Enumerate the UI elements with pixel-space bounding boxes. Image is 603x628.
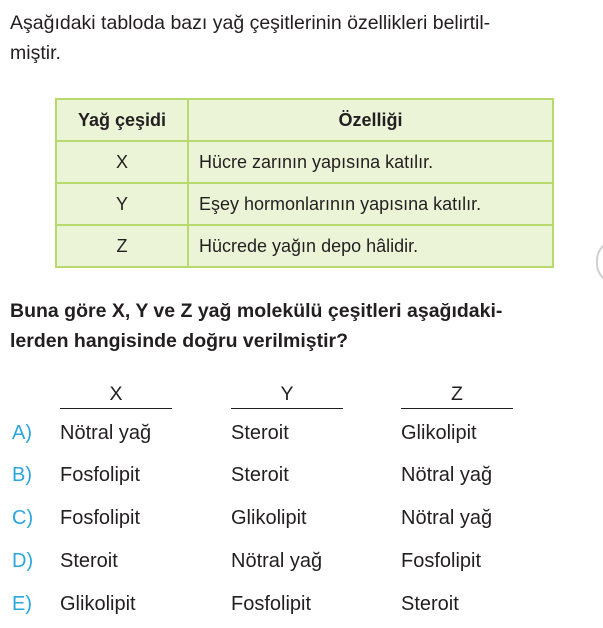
option-x-value: Glikolipit xyxy=(60,593,136,615)
option-letter: D) xyxy=(12,550,34,572)
option-y-value: Steroit xyxy=(231,464,289,486)
option-y-value: Steroit xyxy=(231,422,289,444)
option-letter: B) xyxy=(12,464,32,486)
option-b[interactable] xyxy=(0,460,603,490)
option-x-value: Steroit xyxy=(60,550,118,572)
option-y-value: Glikolipit xyxy=(231,507,307,529)
intro-line-2: miştir. xyxy=(10,42,61,64)
option-z-value: Nötral yağ xyxy=(401,464,493,486)
question-intro xyxy=(10,8,600,68)
option-x-value: Nötral yağ xyxy=(60,422,152,444)
fat-type-cell: Y xyxy=(56,183,188,225)
option-e[interactable] xyxy=(0,589,603,619)
option-y-value: Nötral yağ xyxy=(231,550,323,572)
property-cell: Hücrede yağın depo hâlidir. xyxy=(188,225,553,267)
intro-line-1: Aşağıdaki tabloda bazı yağ çeşitlerinin özellikleri belirtil- xyxy=(10,12,491,34)
option-d[interactable] xyxy=(0,546,603,576)
header-fat-type: Yağ çeşidi xyxy=(56,99,188,141)
page-edge-mark xyxy=(596,240,603,284)
option-x-value: Fosfolipit xyxy=(60,464,141,486)
option-z-value: Nötral yağ xyxy=(401,507,493,529)
fat-type-cell: X xyxy=(56,141,188,183)
fat-properties-table xyxy=(55,98,554,268)
table-header-row xyxy=(56,99,553,141)
option-a[interactable] xyxy=(0,418,603,448)
question-stem xyxy=(10,296,602,356)
property-cell: Hücre zarının yapısına katılır. xyxy=(188,141,553,183)
question-line-1: Buna göre X, Y ve Z yağ molekülü çeşitleri aşağıdaki- xyxy=(10,300,503,322)
answer-column-z: Z xyxy=(401,382,513,409)
option-z-value: Steroit xyxy=(401,593,459,615)
fat-type-cell: Z xyxy=(56,225,188,267)
option-z-value: Fosfolipit xyxy=(401,550,482,572)
option-y-value: Fosfolipit xyxy=(231,593,312,615)
option-letter: A) xyxy=(12,422,32,444)
table-row xyxy=(56,225,553,267)
option-z-value: Glikolipit xyxy=(401,422,477,444)
option-x-value: Fosfolipit xyxy=(60,507,141,529)
property-cell: Eşey hormonlarının yapısına katılır. xyxy=(188,183,553,225)
answer-column-y: Y xyxy=(231,382,343,409)
table-row xyxy=(56,141,553,183)
answer-column-x: X xyxy=(60,382,172,409)
option-letter: E) xyxy=(12,593,32,615)
option-letter: C) xyxy=(12,507,34,529)
header-property: Özelliği xyxy=(188,99,553,141)
table-row xyxy=(56,183,553,225)
question-line-2: lerden hangisinde doğru verilmiştir? xyxy=(10,330,349,352)
option-c[interactable] xyxy=(0,503,603,533)
